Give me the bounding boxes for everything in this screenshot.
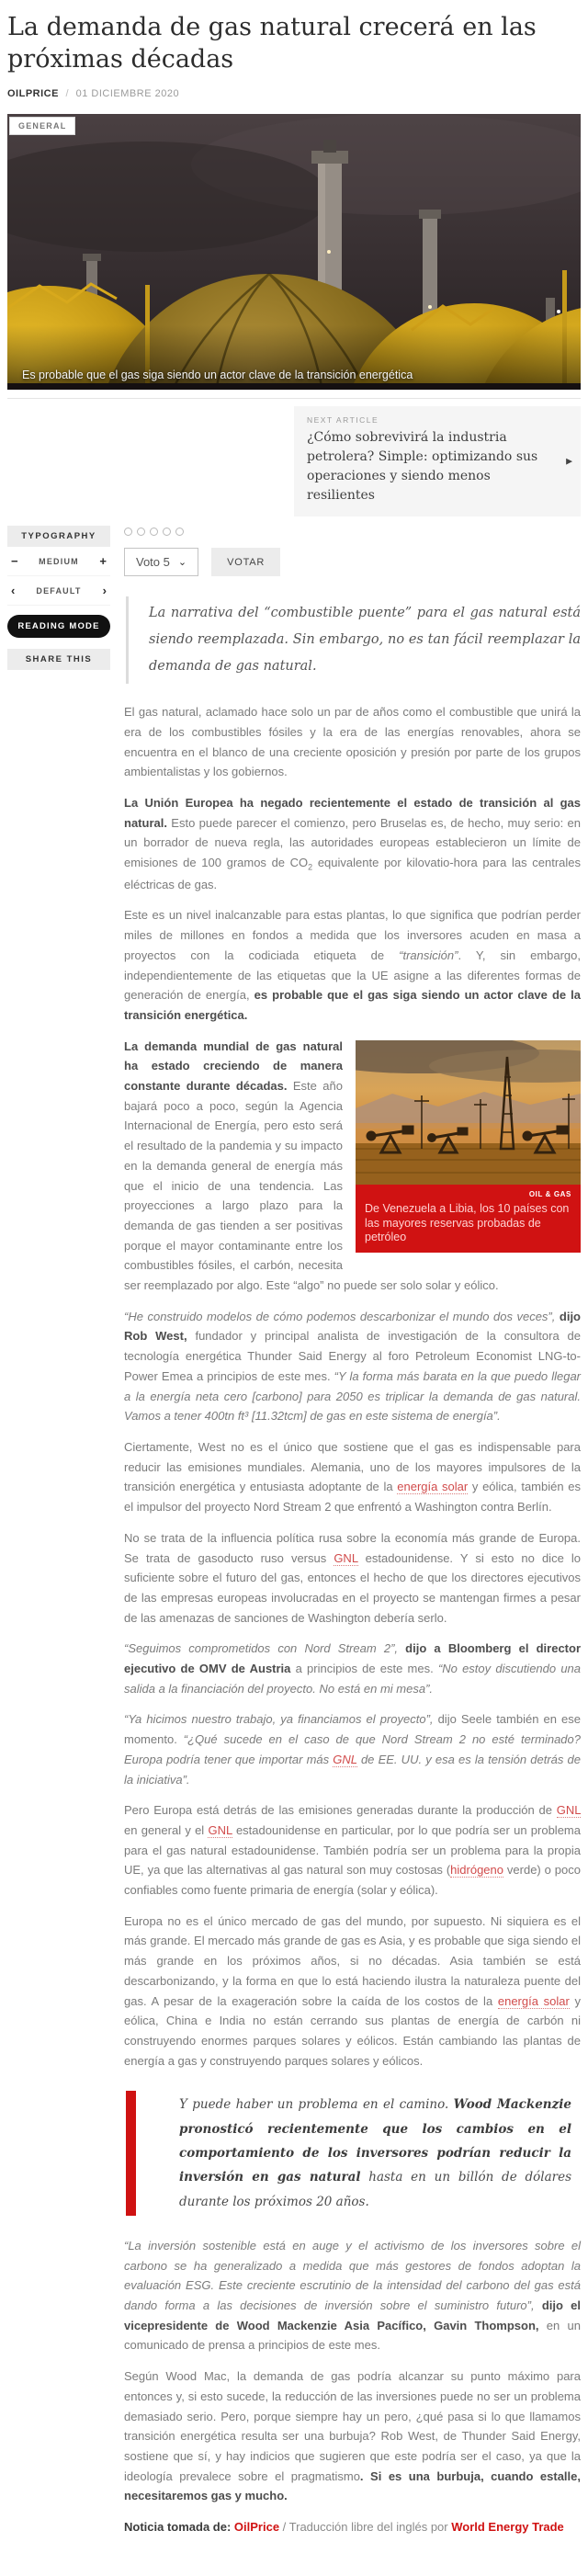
related-card-title[interactable]: De Venezuela a Libia, los 10 países con las mayores reservas probadas de petróleo (365, 1202, 570, 1244)
font-size-label: MEDIUM (39, 556, 79, 566)
inline-link[interactable]: GNL (208, 1822, 232, 1837)
paragraph: Pero Europa está detrás de las emisiones generadas durante la producción de GNL en general y el GNL estadounidense en particular, por lo que podría ser un problema para el gas natural estadounidense. También podría ser un problema para la propia UE, ya que las alternativas al gas natural son muy costosas (hidrógeno verde) o poco confiables como fuente primaria de energía (solar y eólica). (124, 1803, 581, 1898)
rating-widget (124, 528, 581, 536)
inline-link[interactable]: GNL (556, 1803, 581, 1818)
inline-link[interactable]: GNL (333, 1752, 357, 1766)
translator-link[interactable]: World Energy Trade (451, 2520, 564, 2535)
lead-quote: La narrativa del “combustible puente” para el gas natural está siendo reemplazada. Sin embargo, no es tan fácil reemplazar la demanda de gas natural. (126, 596, 581, 684)
article-meta (7, 88, 581, 99)
share-this-button[interactable]: SHARE THIS (7, 649, 110, 670)
vote-button[interactable]: VOTAR (211, 548, 280, 576)
paragraph: La Unión Europea ha negado recientemente el estado de transición al gas natural. Esto puede parecer el comienzo, pero Bruselas es, de hecho, muy serio: en un borrador de nueva regla, las autoridades europeas establecieron un límite de emisiones de 100 gramos de $CO_2$ equivalente por kilovatio-hora para las centrales eléctricas de gas. (124, 796, 581, 891)
source-note-middle: / Traducción libre del inglés por (279, 2520, 452, 2535)
hero-image (7, 114, 581, 390)
paragraph: Este es un nivel inalcanzable para estas plantas, lo que significa que podrían perder miles de millones en fondos a medida que los inversores acuden en masa a proyectos con la codiciada etiqueta de “transición”. Y, sin embargo, independientemente de las etiquetas que la UE asigne a las diferentes formas de generación de energía, es probable que el gas siga siendo un actor clave de la transición energética. (124, 908, 582, 1022)
meta-separator: / (65, 88, 70, 100)
rating-circle[interactable] (175, 528, 184, 536)
related-card-caption-box (356, 1185, 581, 1253)
vote-select[interactable] (124, 548, 198, 576)
paragraph: “He construido modelos de cómo podemos descarbonizar el mundo dos veces”, dijo Rob West, fundador y principal analista de investigación de la consultora de tecnología energética Thunder Said Energy al foro Petroleum Economist LNG-to-Power Emea a principios de este mes. “Y la forma más barata en la que puedo llegar a la energía neta cero [carbono] para 2050 es triplicar la demanda de gas natural. Vamos a tener 400tn ft³ [11.32tcm] de gas en este sistema de energía”. (124, 1309, 582, 1424)
rating-circle[interactable] (150, 528, 158, 536)
tools-sidebar (7, 526, 110, 2548)
related-article-card[interactable] (356, 1040, 581, 1253)
font-size-control (7, 547, 110, 576)
chevron-right-icon[interactable]: › (102, 584, 107, 598)
gas-tanks-photo-illustration (7, 114, 581, 390)
inline-link[interactable]: hidrógeno (450, 1863, 503, 1878)
source-name[interactable]: OILPRICE (7, 88, 59, 100)
category-badge[interactable]: GENERAL (9, 117, 75, 135)
rating-circle[interactable] (137, 528, 145, 536)
arrow-right-icon[interactable]: ▶ (566, 456, 572, 466)
paragraph: Según Wood Mac, la demanda de gas podría alcanzar su punto máximo para entonces y, si esto sucede, la reducción de las inversiones puede no ser un problema demasiado serio. Pero, porque siempre hay un pero, ¿qué pasa si lo que llamamos transición energética resulta ser una burbuja? Rob West, de Thunder Said Energy, sostiene que sí, y hay indicios que sugieren que este podría ser el caso, ya que la ideología prevalece sobre el pragmatismo. Si es una burbuja, cuando estalle, necesitaremos gas y mucho. (124, 2369, 581, 2503)
paragraph: “La inversión sostenible está en auge y el activismo de los inversores sobre el carbono se ha generalizado a medida que más gestores de fondos adoptan la evaluación ESG. Este creciente escrutinio de la intensidad del carbono del gas está dando forma a las decisiones de inversión sobre el suministro futuro”, dijo el vicepresidente de Wood Mackenzie Asia Pacífico, Gavin Thompson, en un comunicado de prensa a principios de este mes. (124, 2238, 581, 2353)
paragraph: “Ya hicimos nuestro trabajo, ya financiamos el proyecto”, dijo Seele también en ese momento. “¿Qué sucede en el caso de que Nord Stream 2 no esté terminado? Europa podría tener que importar más GNL de EE. UU. y esa es la tensión detrás de la iniciativa”. (124, 1712, 581, 1787)
vote-controls (124, 548, 581, 576)
hero-caption: Es probable que el gas siga siendo un actor clave de la transición energética (22, 369, 413, 382)
source-link[interactable]: OilPrice (233, 2520, 280, 2535)
content-row (7, 526, 581, 2548)
related-card-category: OIL & GAS (528, 1189, 571, 1198)
page-title: La demanda de gas natural crecerá en las próximas décadas (7, 13, 537, 74)
inline-link[interactable]: energía solar (497, 1993, 570, 2008)
chevron-down-icon: ⌄ (177, 557, 187, 569)
decrease-font-icon[interactable]: − (11, 554, 18, 569)
paragraph: La demanda mundial de gas natural ha estado creciendo de manera constante durante décadas. Este año bajará poco a poco, según la Agencia Internacional de Energía, pero esto será el resultado de la pandemia y su impacto en la demanda general de energía más que el inicio de una tendencia. Las proyecciones a largo plazo para la demanda de gas tienden a ser positivas porque el mayor contaminante entre los combustibles fósiles, el carbón, necesita ser reemplazado por algo. Este “algo” no puede ser solo solar y eólico. (124, 1038, 499, 1293)
increase-font-icon[interactable]: + (99, 554, 107, 569)
reading-mode-button[interactable]: READING MODE (7, 615, 110, 638)
next-article-title[interactable]: ¿Cómo sobrevivirá la industria petrolera? Simple: optimizando sus operaciones y siendo menos resilientes (307, 430, 538, 504)
next-article-card[interactable] (294, 406, 581, 516)
rating-circle[interactable] (124, 528, 132, 536)
paragraph: El gas natural, aclamado hace solo un par de años como el combustible que unirá la era de los combustibles fósiles y la era de las energías renovables, ahora se encuentra en el blanco de una creciente oposición y presión por parte de los grupos ambientalistas y los gobiernos. (124, 705, 581, 779)
paragraph: No se trata de la influencia política rusa sobre la economía más grande de Europa. Se trata de gasoducto ruso versus GNL estadounidense. Y si esto no dice lo suficiente sobre el futuro del gas, entonces el hecho de que los directores ejecutivos de las empresas europeas involucradas en el proyecto se mantengan firmes a pesar de las amenazas de sanciones de Washington debería serlo. (124, 1530, 581, 1625)
article-main (124, 526, 581, 2548)
source-note (124, 2517, 581, 2537)
article-body (124, 702, 581, 2537)
pull-quote: Y puede haber un problema en el camino. Wood Mackenzie pronosticó recientemente que los cambios en el comportamiento de los inversores podrían reducir la inversión en gas natural hasta en un billón de dólares durante los próximos 20 años. (126, 2091, 581, 2216)
inline-link[interactable]: GNL (334, 1550, 358, 1565)
paragraph: “Seguimos comprometidos con Nord Stream 2”, dijo a Bloomberg el director ejecutivo de OMV de Austria a principios de este mes. “No estoy discutiendo una salida a la financiación del proyecto. No está en mi mesa”. (124, 1641, 582, 1696)
font-face-label: DEFAULT (36, 585, 82, 596)
vote-select-value: Voto 5 (136, 555, 170, 570)
typography-button[interactable]: TYPOGRAPHY (7, 526, 110, 547)
article-date: 01 DICIEMBRE 2020 (75, 88, 180, 100)
paragraph-group (124, 1037, 581, 2506)
paragraph: Europa no es el único mercado de gas del mundo, por supuesto. Ni siquiera es el más grande. El mercado más grande de gas es Asia, y es probable que siga siendo el más grande en los próximos años, si no décadas. Asia también se está descarbonizando, y la forma en que lo está haciendo ilustra la naturaleza puente del gas. A pesar de la exageración sobre la caída de los costos de la energía solar y eólica, China e India no están cerrando sus plantas de energía de carbón ni construyendo enormes parques solares y eólicos. Están cambiando las plantas de energía a gas y construyendo parques solares y eólicos. (124, 1913, 581, 2068)
section-divider (7, 398, 581, 399)
source-note-prefix: Noticia tomada de: (124, 2520, 234, 2535)
paragraph: Ciertamente, West no es el único que sostiene que el gas es indispensable para reducir las emisiones mundiales. Alemania, uno de los mayores impulsores de la transición energética y entusiasta adoptante de la energía solar y eólica, también es el impulsor del proyecto Nord Stream 2 que enfrentó a Washington contra Berlín. (124, 1440, 581, 1515)
rating-circle[interactable] (163, 528, 171, 536)
next-article-label: NEXT ARTICLE (307, 415, 379, 426)
font-face-control (7, 576, 110, 606)
chevron-left-icon[interactable]: ‹ (11, 584, 16, 598)
pumpjacks-photo-illustration (356, 1040, 581, 1185)
paragraph-group (124, 702, 581, 1025)
inline-link[interactable]: energía solar (397, 1480, 469, 1494)
